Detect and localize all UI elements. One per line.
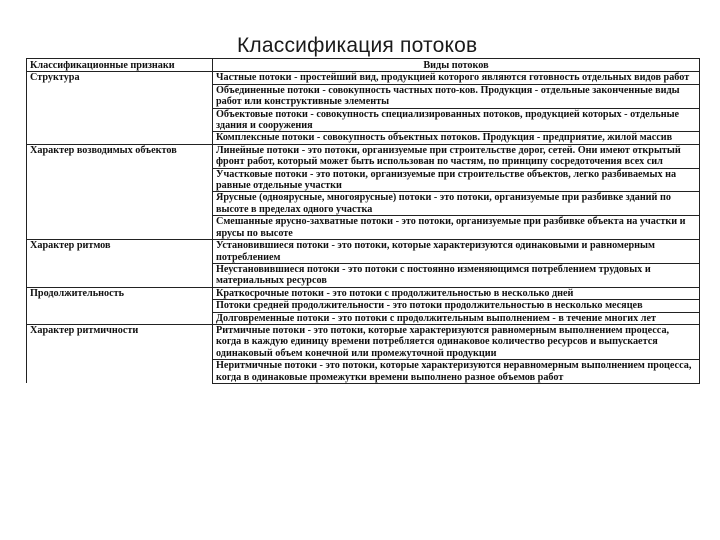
feature-cell — [27, 216, 213, 240]
flow-type-cell: Неритмичные потоки - это потоки, которые характеризуются неравномерным выполнением процесса, когда в одинаковые промежутки времени выполнено разное объемов работ — [213, 360, 700, 384]
feature-cell: Продолжительность — [27, 287, 213, 299]
feature-cell — [27, 108, 213, 132]
feature-cell: Характер возводимых объектов — [27, 144, 213, 168]
table-row — [27, 300, 700, 312]
feature-cell: Структура — [27, 72, 213, 84]
flow-type-cell: Объединенные потоки - совокупность частных пото-ков. Продукция - отдельные законченные виды работ или конструктивные элементы — [213, 84, 700, 108]
table-row — [27, 287, 700, 299]
flow-type-cell: Установившиеся потоки - это потоки, которые характеризуются одинаковыми и равномерным потреблением — [213, 240, 700, 264]
table-row — [27, 72, 700, 84]
feature-cell — [27, 168, 213, 192]
feature-cell: Характер ритмов — [27, 240, 213, 264]
slide-title: Классификация потоков — [237, 34, 478, 57]
feature-cell — [27, 84, 213, 108]
flow-type-cell: Ритмичные потоки - это потоки, которые характеризуются равномерным выполнением процесса, когда в каждую единицу времени потребляется одинаковое количество ресурсов и выпускается одинаковый объем конечной или промежуточной продукции — [213, 324, 700, 359]
flow-type-cell: Потоки средней продолжительности - это потоки продолжительностью в несколько месяцев — [213, 300, 700, 312]
header-features: Классификационные признаки — [27, 59, 213, 72]
flow-type-cell: Объектовые потоки - совокупность специализированных потоков, продукцией которых - отдельные здания и сооружения — [213, 108, 700, 132]
flow-type-cell: Комплексные потоки - совокупность объектных потоков. Продукция - предприятие, жилой массив — [213, 132, 700, 144]
flow-type-cell: Участковые потоки - это потоки, организуемые при строительстве объектов, легко разбиваемых на равные отдельные участки — [213, 168, 700, 192]
table-row — [27, 312, 700, 324]
feature-cell — [27, 132, 213, 144]
feature-cell — [27, 300, 213, 312]
flow-type-cell: Долговременные потоки - это потоки с продолжительным выполнением - в течение многих лет — [213, 312, 700, 324]
classification-table — [26, 58, 700, 384]
flow-type-cell: Краткосрочные потоки - это потоки с продолжительностью в несколько дней — [213, 287, 700, 299]
feature-cell — [27, 263, 213, 287]
feature-cell: Характер ритмичности — [27, 324, 213, 359]
table-row — [27, 132, 700, 144]
table-row — [27, 168, 700, 192]
table-row — [27, 263, 700, 287]
table-row — [27, 144, 700, 168]
table-header-row — [27, 59, 700, 72]
feature-cell — [27, 360, 213, 384]
table-row — [27, 240, 700, 264]
flow-type-cell: Смешанные ярусно-захватные потоки - это потоки, организуемые при разбивке объекта на участки и ярусы по высоте — [213, 216, 700, 240]
table-row — [27, 360, 700, 384]
flow-type-cell: Линейные потоки - это потоки, организуемые при строительстве дорог, сетей. Они имеют открытый фронт работ, который может быть использован по частям, по принципу сосредоточения всех сил — [213, 144, 700, 168]
table-row — [27, 192, 700, 216]
header-flow-types: Виды потоков — [213, 59, 700, 72]
feature-cell — [27, 192, 213, 216]
table-row — [27, 216, 700, 240]
flow-type-cell: Частные потоки - простейший вид, продукцией которого являются готовность отдельных видов работ — [213, 72, 700, 84]
table-row — [27, 108, 700, 132]
feature-cell — [27, 312, 213, 324]
table-row — [27, 84, 700, 108]
flow-type-cell: Неустановившиеся потоки - это потоки с постоянно изменяющимся потреблением трудовых и материальных ресурсов — [213, 263, 700, 287]
flow-type-cell: Ярусные (одноярусные, многоярусные) потоки - это потоки, организуемые при разбивке зданий по высоте в пределах одного участка — [213, 192, 700, 216]
table-row — [27, 324, 700, 359]
